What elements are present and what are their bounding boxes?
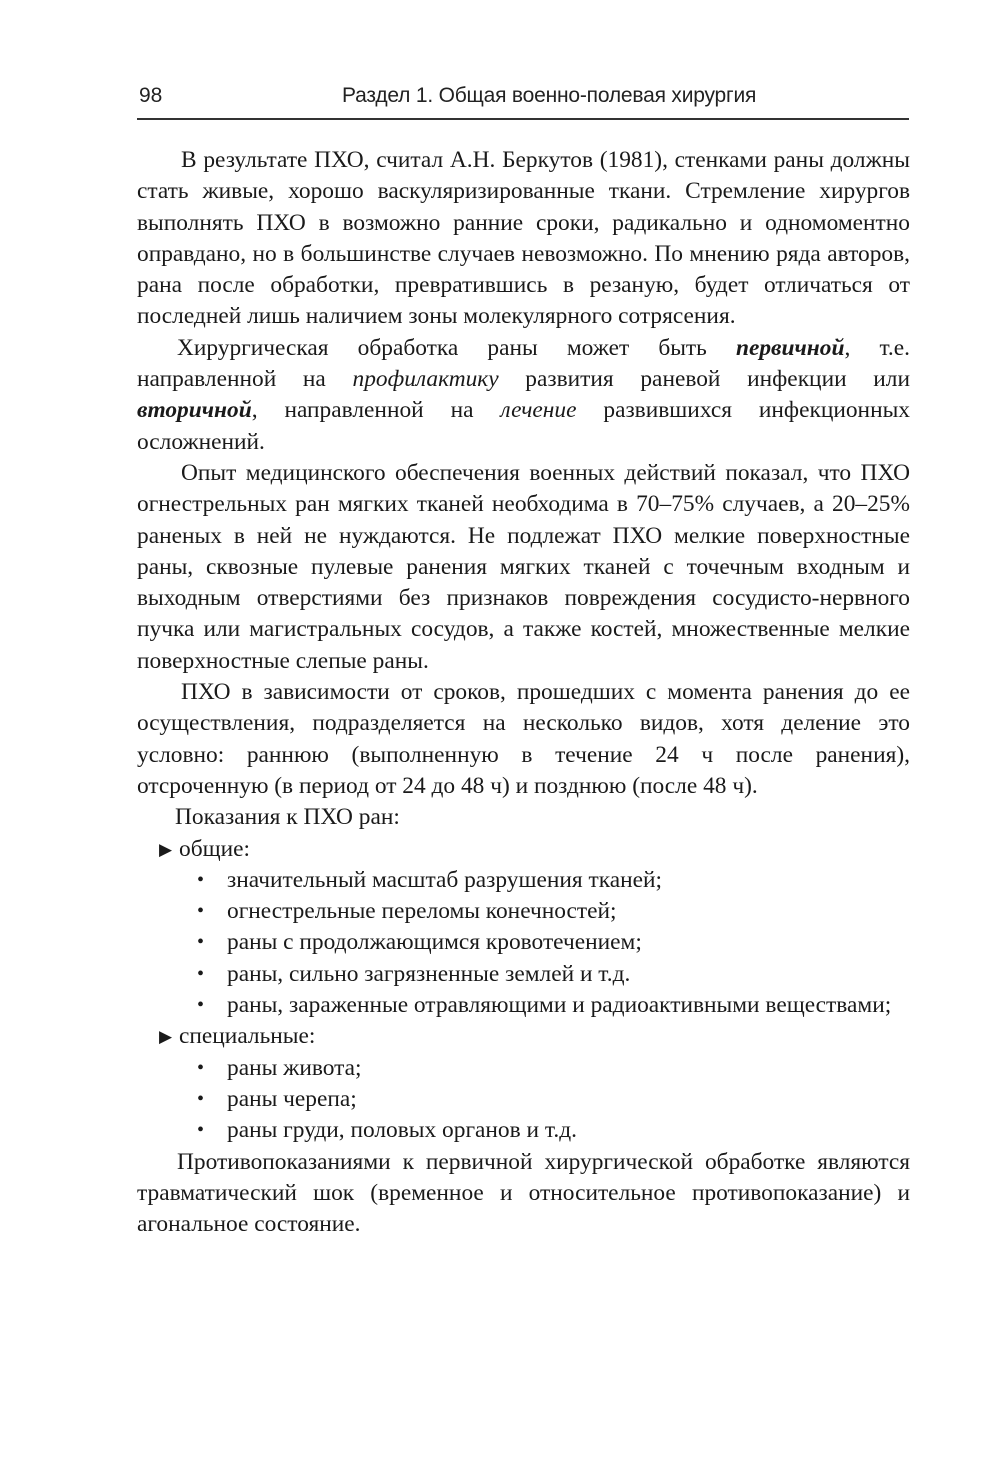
text-run: Хирургическая обработка раны может быть xyxy=(177,334,736,361)
list-item: • раны, сильно загрязненные землей и т.д. xyxy=(137,959,910,990)
emphasis-treatment: лечение xyxy=(500,397,577,424)
list-item: • раны груди, половых органов и т.д. xyxy=(137,1115,910,1146)
page-number: 98 xyxy=(139,84,163,107)
bullet-icon: • xyxy=(197,1119,205,1142)
list-item: • раны живота; xyxy=(137,1053,910,1084)
paragraph-1: В результате ПХО, считал А.Н. Беркутов (1981), стенками раны должны стать живые, хорошо васкуляризированные ткани. Стремление хирургов выполнять ПХО в возможно ранние сроки, радикально и одномоментно оправдано, но в большинстве случаев невозможно. По мнению ряда авторов, рана после обработки, превратившись в резаную, будет отличаться от последней лишь наличием зоны молекулярного сотрясения. xyxy=(137,147,910,330)
bullet-icon: • xyxy=(197,1087,205,1110)
paragraph-3: Опыт медицинского обеспечения военных действий показал, что ПХО огнестрельных ран мягких тканей необходима в 70–75% случаев, а 20–25% раненых в ней не нуждаются. Не подлежат ПХО мелкие поверхностные раны, сквозные пулевые ранения мягких тканей с точечным входным и выходным отверстиями без признаков повреждения сосудисто-нервного пучка или магистральных сосудов, а также костей, множественные мелкие поверхностные слепые раны. xyxy=(137,459,910,674)
bullet-icon: • xyxy=(197,1056,205,1079)
group-label: общие: xyxy=(179,835,251,862)
list-item: • раны черепа; xyxy=(137,1084,910,1115)
emphasis-secondary: вторичной xyxy=(137,397,252,424)
text-run: развития раневой инфекции или xyxy=(498,366,910,393)
bullet-icon: • xyxy=(197,900,205,923)
triangle-right-icon: ▶ xyxy=(159,1027,173,1047)
bullet-icon: • xyxy=(197,962,205,985)
bullet-icon: • xyxy=(197,994,205,1017)
emphasis-primary: первичной xyxy=(735,334,845,361)
group-label: специальные: xyxy=(179,1023,316,1050)
paragraph-4: ПХО в зависимости от сроков, прошедших с момента ранения до ее осуществления, подразделяется на несколько видов, хотя деление это условно: раннюю (выполненную в течение 24 ч после ранения), отсроченную (в период от 24 до 48 ч) и позднюю (после 48 ч). xyxy=(137,679,910,799)
emphasis-prophylaxis: профилактику xyxy=(352,366,499,393)
paragraph-contraindications: Противопоказаниями к первичной хирургической обработке являются травматический шок (временное и относительное противопоказание) и агональное состояние. xyxy=(137,1148,910,1238)
text-run: , направленной на xyxy=(251,397,501,424)
text-run: развившихся инфекционных осложнений. xyxy=(137,397,910,455)
bullet-icon: • xyxy=(197,931,205,954)
list-item: • раны с продолжающимся кровотечением; xyxy=(137,927,910,958)
group-general xyxy=(137,834,910,865)
paragraph-2 xyxy=(137,333,910,458)
list-item: • значительный масштаб разрушения тканей; xyxy=(137,865,910,896)
page-body xyxy=(137,145,910,1240)
header-rule xyxy=(137,118,909,120)
triangle-right-icon: ▶ xyxy=(159,839,173,859)
indications-lead: Показания к ПХО ран: xyxy=(175,804,400,831)
bullet-icon: • xyxy=(197,868,205,891)
list-item: • огнестрельные переломы конечностей; xyxy=(137,896,910,927)
running-title: Раздел 1. Общая военно-полевая хирургия xyxy=(342,84,757,107)
list-item: • раны, зараженные отравляющими и радиоактивными веществами; xyxy=(137,990,910,1021)
indications-list xyxy=(137,834,910,1147)
group-special xyxy=(137,1021,910,1052)
page-header xyxy=(137,78,909,118)
text-run: , т.е. направленной на xyxy=(137,334,910,393)
